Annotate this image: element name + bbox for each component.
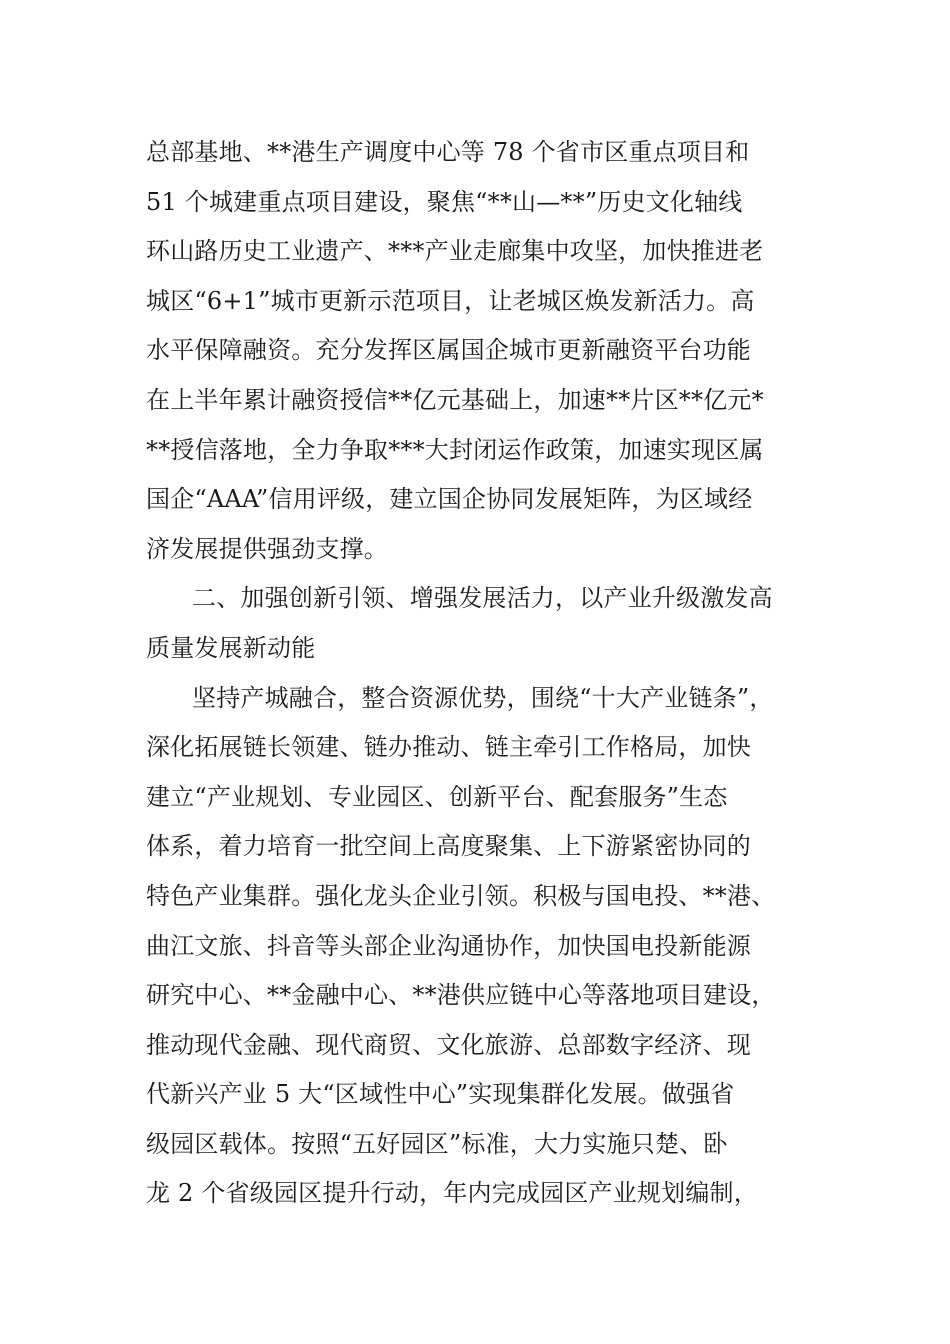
text-line-16: 特色产业集群。强化龙头企业引领。积极与国电投、**港、 <box>146 881 776 910</box>
text-line-2: 51 个城建重点项目建设，聚焦“**山—**”历史文化轴线 <box>146 187 743 216</box>
text-line-5: 水平保障融资。充分发挥区属国企城市更新融资平台功能 <box>146 336 751 365</box>
text-line-1: 总部基地、**港生产调度中心等 78 个省市区重点项目和 <box>146 138 750 166</box>
text-line-4: 城区“6+1”城市更新示范项目，让老城区焕发新活力。高 <box>146 286 755 315</box>
text-line-9: 济发展提供强劲支撑。 <box>146 534 388 563</box>
text-line-14: 建立“产业规划、专业园区、创新平台、配套服务”生态 <box>146 782 728 811</box>
text-line-6: 在上半年累计融资授信**亿元基础上，加速**片区**亿元* <box>146 385 764 414</box>
text-line-20: 代新兴产业 5 大“区域性中心”实现集群化发展。做强省 <box>146 1080 735 1109</box>
text-line-18: 研究中心、**金融中心、**港供应链中心等落地项目建设， <box>146 981 776 1010</box>
text-line-3: 环山路历史工业遗产、***产业走廊集中攻坚，加快推进老 <box>146 237 764 266</box>
text-line-19: 推动现代金融、现代商贸、文化旅游、总部数字经济、现 <box>146 1030 751 1059</box>
section-heading-line-2: 质量发展新动能 <box>146 633 316 662</box>
text-line-17: 曲江文旅、抖音等头部企业沟通协作，加快国电投新能源 <box>146 931 751 960</box>
text-line-8: 国企“AAA”信用评级，建立国企协同发展矩阵，为区域经 <box>146 485 753 514</box>
text-line-12: 坚持产城融合，整合资源优势，围绕“十大产业链条”， <box>192 683 774 712</box>
document-body <box>146 128 846 1219</box>
text-line-22: 龙 2 个省级园区提升行动，年内完成园区产业规划编制， <box>146 1179 758 1208</box>
text-line-21: 级园区载体。按照“五好园区”标准，大力实施只楚、卧 <box>146 1129 728 1158</box>
section-heading-line-1: 二、加强创新引领、增强发展活力，以产业升级激发高 <box>192 584 773 613</box>
text-line-15: 体系，着力培育一批空间上高度聚集、上下游紧密协同的 <box>146 832 751 861</box>
text-line-13: 深化拓展链长领建、链办推动、链主牵引工作格局，加快 <box>146 733 751 762</box>
text-line-7: **授信落地，全力争取***大封闭运作政策，加速实现区属 <box>146 435 764 464</box>
